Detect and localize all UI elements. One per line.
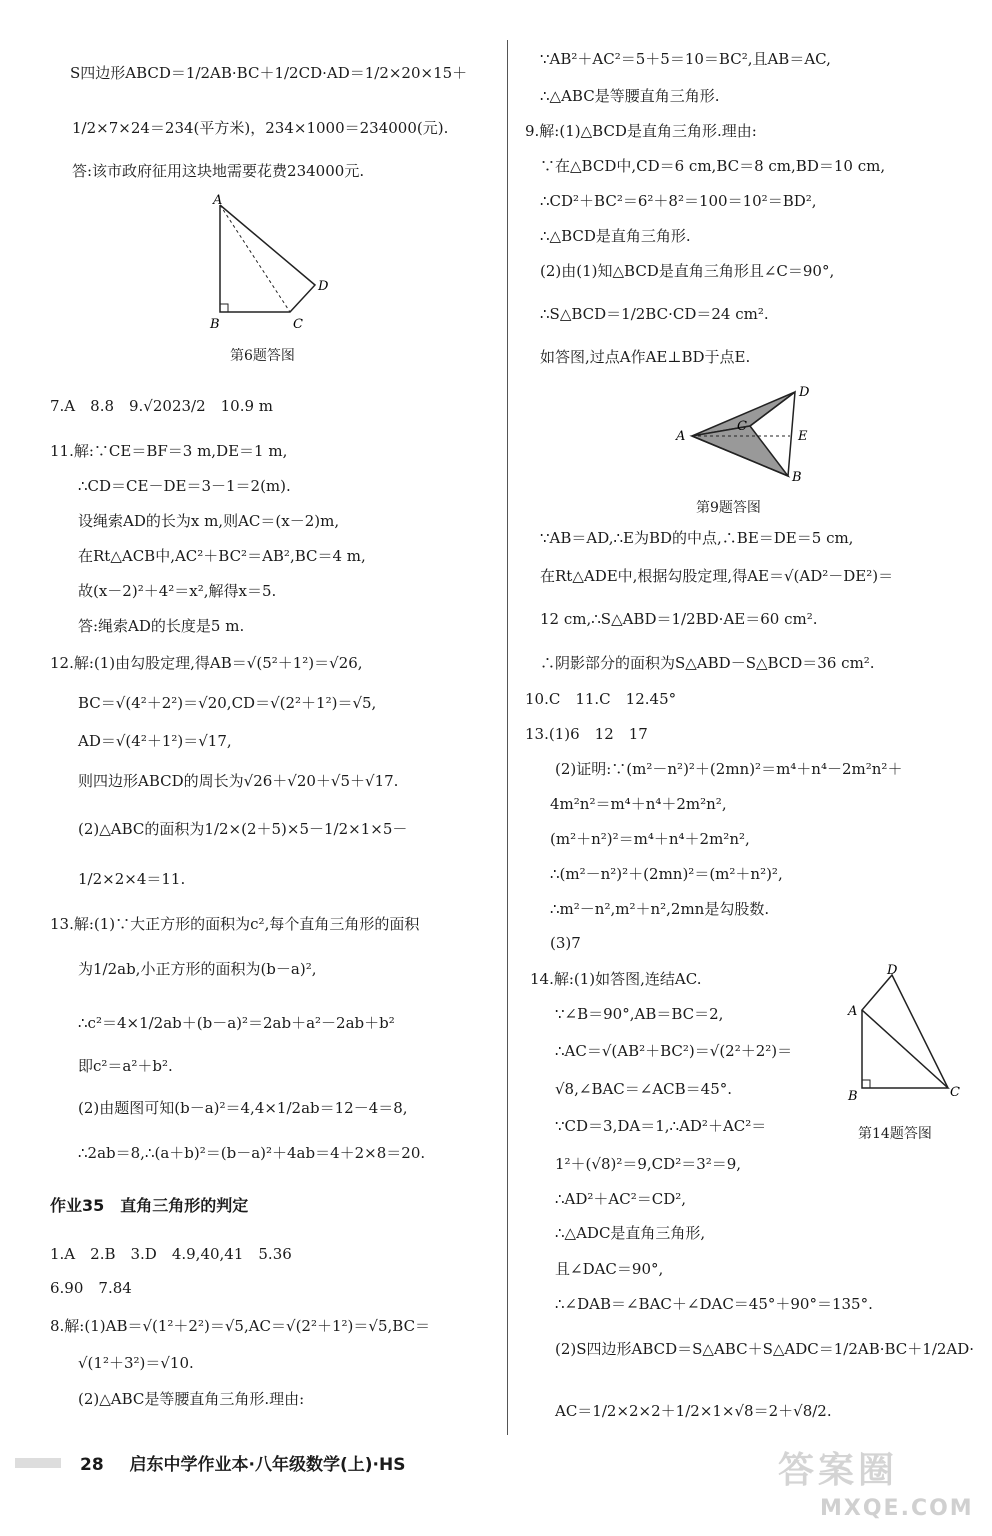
label-c: C [737, 419, 747, 434]
text-line: ∵在△BCD中,CD＝6 cm,BC＝8 cm,BD＝10 cm, [540, 157, 886, 175]
watermark [770, 1442, 985, 1532]
label-d: D [318, 279, 329, 294]
label-b: B [210, 317, 220, 332]
text-line: 6.90 7.84 [50, 1279, 132, 1297]
text-line: 13.(1)6 12 17 [525, 725, 648, 743]
text-line: 13.解:(1)∵大正方形的面积为c²,每个直角三角形的面积 [50, 915, 420, 933]
text-line: ∴(m²－n²)²＋(2mn)²＝(m²＋n²)², [550, 865, 783, 883]
text-line: 则四边形ABCD的周长为√26＋√20＋√5＋√17. [78, 772, 399, 790]
label-b: B [792, 470, 802, 485]
text-line: √8,∠BAC＝∠ACB＝45°. [555, 1080, 733, 1098]
label-d: D [799, 385, 810, 400]
text-line: 在Rt△ADE中,根据勾股定理,得AE＝√(AD²－DE²)＝ [540, 567, 894, 585]
text-line: ∵∠B＝90°,AB＝BC＝2, [555, 1005, 724, 1023]
footer-bar [15, 1458, 61, 1468]
text-line: ∴m²－n²,m²＋n²,2mn是勾股数. [550, 900, 770, 918]
text-line: (2)△ABC是等腰直角三角形.理由: [78, 1390, 305, 1408]
text-line: ∴△ADC是直角三角形, [555, 1224, 706, 1242]
text-line: (2)△ABC的面积为1/2×(2＋5)×5－1/2×1×5－ [78, 820, 408, 838]
text-line: 答:绳索AD的长度是5 m. [78, 617, 245, 635]
label-e: E [798, 429, 808, 444]
watermark-url: MXQE.COM [820, 1496, 974, 1521]
text-line: ∴△ABC是等腰直角三角形. [540, 87, 720, 105]
text-line: 如答图,过点A作AE⊥BD于点E. [540, 348, 751, 366]
figure-9 [670, 378, 820, 488]
label-b: B [848, 1089, 858, 1104]
figure-6-caption: 第6题答图 [230, 348, 295, 364]
text-line: ∵AB²＋AC²＝5＋5＝10＝BC²,且AB＝AC, [540, 50, 831, 68]
label-c: C [950, 1085, 960, 1100]
label-a: A [676, 429, 686, 444]
text-line: 为1/2ab,小正方形的面积为(b－a)², [78, 960, 317, 978]
text-line: 14.解:(1)如答图,连结AC. [530, 970, 702, 988]
figure-6 [205, 190, 340, 335]
text-line: ∴∠DAB＝∠BAC＋∠DAC＝45°＋90°＝135°. [555, 1295, 873, 1313]
text-line: (2)S四边形ABCD＝S△ABC＋S△ADC＝1/2AB·BC＋1/2AD· [555, 1340, 975, 1358]
text-line: (2)证明:∵(m²－n²)²＋(2mn)²＝m⁴＋n⁴－2m²n²＋ [555, 760, 903, 778]
text-line: 11.解:∵CE＝BF＝3 m,DE＝1 m, [50, 442, 288, 460]
book-title: 启东中学作业本·八年级数学(上)·HS [129, 1455, 406, 1475]
text-line: ∴AC＝√(AB²＋BC²)＝√(2²＋2²)＝ [555, 1042, 793, 1060]
text-line: S四边形ABCD＝1/2AB·BC＋1/2CD·AD＝1/2×20×15＋ [70, 64, 468, 82]
text-line: ∴CD²＋BC²＝6²＋8²＝100＝10²＝BD², [540, 192, 817, 210]
figure-9-caption: 第9题答图 [696, 500, 761, 516]
section-title: 作业35 直角三角形的判定 [50, 1196, 249, 1215]
text-line: 在Rt△ACB中,AC²＋BC²＝AB²,BC＝4 m, [78, 547, 366, 565]
text-line: √(1²＋3²)＝√10. [78, 1354, 194, 1372]
text-line: 1.A 2.B 3.D 4.9,40,41 5.36 [50, 1245, 292, 1263]
text-line: 故(x－2)²＋4²＝x²,解得x＝5. [78, 582, 277, 600]
text-line: 8.解:(1)AB＝√(1²＋2²)＝√5,AC＝√(2²＋1²)＝√5,BC＝ [50, 1317, 431, 1335]
text-line: 12 cm,∴S△ABD＝1/2BD·AE＝60 cm². [540, 610, 818, 628]
text-line: (2)由题图可知(b－a)²＝4,4×1/2ab＝12－4＝8, [78, 1099, 408, 1117]
footer-text [80, 1450, 405, 1475]
text-line: 1/2×2×4＝11. [78, 870, 186, 888]
text-line: ∴△BCD是直角三角形. [540, 227, 691, 245]
text-line: 设绳索AD的长为x m,则AC＝(x－2)m, [78, 512, 340, 530]
label-a: A [848, 1004, 858, 1019]
text-line: BC＝√(4²＋2²)＝√20,CD＝√(2²＋1²)＝√5, [78, 694, 377, 712]
text-line: 答:该市政府征用这块地需要花费234000元. [72, 162, 365, 180]
text-line: 12.解:(1)由勾股定理,得AB＝√(5²＋1²)＝√26, [50, 654, 363, 672]
label-c: C [293, 317, 303, 332]
text-line: AD＝√(4²＋1²)＝√17, [78, 732, 232, 750]
figure-14 [840, 960, 970, 1105]
text-line: ∴2ab＝8,∴(a＋b)²＝(b－a)²＋4ab＝4＋2×8＝20. [78, 1144, 426, 1162]
watermark-logo: 答案圈 [778, 1450, 899, 1491]
text-line: (m²＋n²)²＝m⁴＋n⁴＋2m²n², [550, 830, 750, 848]
text-line: ∴S△BCD＝1/2BC·CD＝24 cm². [540, 305, 769, 323]
text-line: 且∠DAC＝90°, [555, 1260, 664, 1278]
figure-14-caption: 第14题答图 [858, 1126, 932, 1142]
text-line: ∴c²＝4×1/2ab＋(b－a)²＝2ab＋a²－2ab＋b² [78, 1014, 395, 1032]
text-line: 9.解:(1)△BCD是直角三角形.理由: [525, 122, 757, 140]
text-line: ∴CD＝CE－DE＝3－1＝2(m). [78, 477, 291, 495]
text-line: AC＝1/2×2×2＋1/2×1×√8＝2＋√8/2. [555, 1402, 832, 1420]
page-number: 28 [80, 1455, 104, 1475]
text-line: (2)由(1)知△BCD是直角三角形且∠C＝90°, [540, 262, 835, 280]
text-line: ∵CD＝3,DA＝1,∴AD²＋AC²＝ [555, 1117, 767, 1135]
label-d: D [887, 963, 898, 978]
label-a: A [213, 193, 223, 208]
text-line: 7.A 8.8 9.√2023/2 10.9 m [50, 397, 274, 415]
text-line: ∵AB＝AD,∴E为BD的中点,∴BE＝DE＝5 cm, [540, 529, 854, 547]
text-line: 10.C 11.C 12.45° [525, 690, 677, 708]
text-line: ∴AD²＋AC²＝CD², [555, 1190, 687, 1208]
text-line: ∴阴影部分的面积为S△ABD－S△BCD＝36 cm². [540, 654, 875, 672]
text-line: 1²＋(√8)²＝9,CD²＝3²＝9, [555, 1155, 742, 1173]
text-line: 即c²＝a²＋b². [78, 1057, 173, 1075]
text-line: 1/2×7×24＝234(平方米)，234×1000＝234000(元). [72, 119, 449, 137]
column-divider [507, 40, 508, 1435]
text-line: 4m²n²＝m⁴＋n⁴＋2m²n², [550, 795, 727, 813]
text-line: (3)7 [550, 934, 581, 952]
